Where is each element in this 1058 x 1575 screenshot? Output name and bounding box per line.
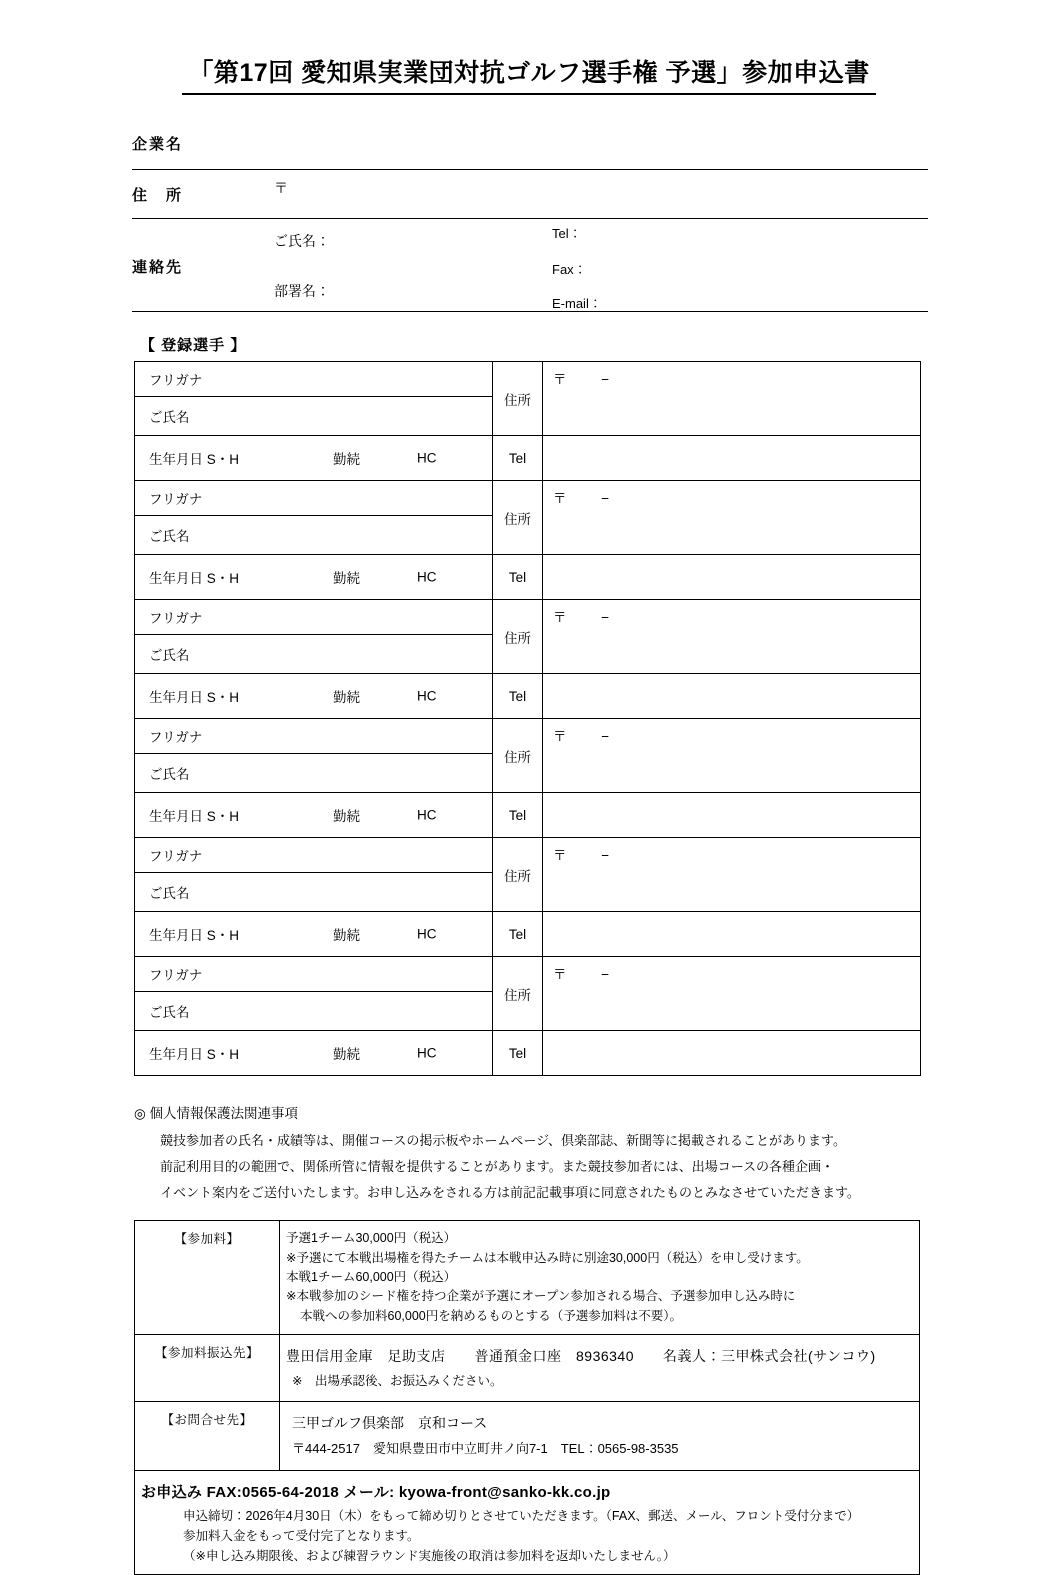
application-form-page xyxy=(0,58,1058,1563)
address-zip-3: 〒 − xyxy=(553,610,611,626)
tenure-label-5: 勤続 xyxy=(333,928,360,944)
address-value-1[interactable] xyxy=(543,362,921,436)
bank-label: 【参加料振込先】 xyxy=(135,1335,280,1402)
address-label-1: 住所 xyxy=(493,362,543,436)
tel-value-2[interactable] xyxy=(543,555,921,600)
apply-line-1: 申込締切：2026年4月30日（木）をもって締め切りとさせていただきます。（FAX、郵送、メール、フロント受付分まで） xyxy=(183,1508,860,1523)
fee-label: 【参加料】 xyxy=(135,1221,280,1335)
tel-value-6[interactable] xyxy=(543,1031,921,1076)
address-zip-2: 〒 − xyxy=(553,491,611,507)
furigana-label-5: フリガナ xyxy=(135,838,493,873)
fee-detail xyxy=(280,1221,920,1335)
birth-row-4[interactable] xyxy=(135,793,493,838)
tel-label-2: Tel xyxy=(493,555,543,600)
privacy-line-2: 前記利用目的の範囲で、関係所管に情報を提供することがあります。また競技参加者には、出場コースの各種企画・ xyxy=(160,1159,835,1175)
hc-label-5: HC xyxy=(417,926,437,942)
tenure-label-3: 勤続 xyxy=(333,690,360,706)
birth-row-2[interactable] xyxy=(135,555,493,600)
tel-label-3: Tel xyxy=(493,674,543,719)
tel-label-6: Tel xyxy=(493,1031,543,1076)
address-zip-4: 〒 − xyxy=(553,729,611,745)
table-row xyxy=(135,957,921,992)
apply-detail xyxy=(135,1470,920,1574)
tel-label-1: Tel xyxy=(493,436,543,481)
furigana-label-1: フリガナ xyxy=(135,362,493,397)
inquiry-line-1: 三甲ゴルフ倶楽部 京和コース xyxy=(292,1415,488,1432)
company-row xyxy=(132,131,928,170)
table-row xyxy=(135,793,921,838)
page-title: 「第17回 愛知県実業団対抗ゴルフ選手権 予選」参加申込書 xyxy=(182,58,875,95)
bank-line-2: ※ 出場承認後、お振込みください。 xyxy=(292,1373,503,1388)
company-label: 企業名 xyxy=(132,136,184,154)
address-label-2: 住所 xyxy=(493,481,543,555)
contact-tel-label: Tel： xyxy=(552,226,582,242)
birth-label-5: 生年月日 S・H xyxy=(149,928,240,944)
table-row xyxy=(135,481,921,516)
inquiry-line-2: 〒444-2517 愛知県豊田市中立町井ノ向7-1 TEL：0565-98-3535 xyxy=(292,1441,679,1457)
birth-row-3[interactable] xyxy=(135,674,493,719)
apply-line-2: 参加料入金をもって受付完了となります。 xyxy=(183,1528,420,1543)
registered-players-table xyxy=(134,361,921,1076)
fee-line-4: ※本戦参加のシード権を持つ企業が予選にオープン参加される場合、予選参加申し込み時に xyxy=(286,1289,796,1304)
address-label-5: 住所 xyxy=(493,838,543,912)
furigana-label-4: フリガナ xyxy=(135,719,493,754)
page-title-wrap xyxy=(0,58,1058,95)
address-value-4[interactable] xyxy=(543,719,921,793)
tenure-label-4: 勤続 xyxy=(333,809,360,825)
address-label-6: 住所 xyxy=(493,957,543,1031)
hc-label-6: HC xyxy=(417,1045,437,1061)
bank-row xyxy=(135,1335,920,1402)
bank-line-1: 豊田信用金庫 足助支店 普通預金口座 8936340 名義人：三甲株式会社(サンコウ) xyxy=(286,1348,876,1365)
bank-detail xyxy=(280,1335,920,1402)
privacy-heading: ◎ 個人情報保護法関連事項 xyxy=(134,1106,299,1122)
name-label-2: ご氏名 xyxy=(135,516,493,555)
tel-label-5: Tel xyxy=(493,912,543,957)
fee-line-2: ※予選にて本戦出場権を得たチームは本戦申込み時に別途30,000円（税込）を申し受けます。 xyxy=(286,1250,809,1265)
address-label-3: 住所 xyxy=(493,600,543,674)
contact-row xyxy=(132,219,928,312)
address-row xyxy=(132,170,928,219)
birth-label-6: 生年月日 S・H xyxy=(149,1047,240,1063)
fee-line-1: 予選1チーム30,000円（税込） xyxy=(286,1231,457,1246)
table-row xyxy=(135,600,921,635)
fee-row xyxy=(135,1221,920,1335)
hc-label-1: HC xyxy=(417,450,437,466)
inquiry-detail xyxy=(280,1402,920,1470)
apply-heading: お申込み FAX:0565-64-2018 メール: kyowa-front@sanko-kk.co.jp xyxy=(141,1483,611,1501)
tel-label-4: Tel xyxy=(493,793,543,838)
furigana-label-6: フリガナ xyxy=(135,957,493,992)
contact-fax-label: Fax： xyxy=(552,262,587,278)
furigana-label-2: フリガナ xyxy=(135,481,493,516)
table-row xyxy=(135,838,921,873)
players-section-heading: 【 登録選手 】 xyxy=(140,337,247,355)
address-zip-1: 〒 − xyxy=(553,372,611,388)
fee-line-3: 本戦1チーム60,000円（税込） xyxy=(286,1270,457,1284)
hc-label-4: HC xyxy=(417,807,437,823)
tel-value-1[interactable] xyxy=(543,436,921,481)
contact-name-label: ご氏名： xyxy=(274,233,330,250)
name-label-1: ご氏名 xyxy=(135,397,493,436)
birth-row-1[interactable] xyxy=(135,436,493,481)
postal-mark: 〒 xyxy=(274,180,288,197)
table-row xyxy=(135,362,921,397)
players-table-body xyxy=(135,362,921,1076)
apply-line-3: （※申し込み期限後、および練習ラウンド実施後の取消は参加料を返却いたしません。） xyxy=(183,1548,676,1563)
birth-label-1: 生年月日 S・H xyxy=(149,452,240,468)
table-row xyxy=(135,555,921,600)
tenure-label-2: 勤続 xyxy=(333,571,360,587)
tenure-label-6: 勤続 xyxy=(333,1047,360,1063)
hc-label-2: HC xyxy=(417,569,437,585)
birth-label-4: 生年月日 S・H xyxy=(149,809,240,825)
table-row xyxy=(135,674,921,719)
inquiry-label: 【お問合せ先】 xyxy=(135,1402,280,1470)
tel-value-4[interactable] xyxy=(543,793,921,838)
table-row xyxy=(135,719,921,754)
table-row xyxy=(135,1031,921,1076)
tel-value-3[interactable] xyxy=(543,674,921,719)
birth-label-3: 生年月日 S・H xyxy=(149,690,240,706)
privacy-line-1: 競技参加者の氏名・成績等は、開催コースの掲示板やホームページ、倶楽部誌、新聞等に掲載されることがあります。 xyxy=(160,1133,847,1149)
hc-label-3: HC xyxy=(417,688,437,704)
tenure-label-1: 勤続 xyxy=(333,452,360,468)
contact-email-label: E-mail： xyxy=(552,296,602,312)
tel-value-5[interactable] xyxy=(543,912,921,957)
address-value-3[interactable] xyxy=(543,600,921,674)
applicant-info-block xyxy=(132,131,928,312)
birth-row-6[interactable] xyxy=(135,1031,493,1076)
name-label-5: ご氏名 xyxy=(135,873,493,912)
fee-line-5: 本戦への参加料60,000円を納めるものとする（予選参加料は不要）。 xyxy=(300,1308,682,1323)
furigana-label-3: フリガナ xyxy=(135,600,493,635)
address-label: 住 所 xyxy=(132,187,184,205)
address-value-6[interactable] xyxy=(543,957,921,1031)
fees-table xyxy=(134,1220,920,1575)
birth-row-5[interactable] xyxy=(135,912,493,957)
apply-row xyxy=(135,1470,920,1574)
privacy-line-3: イベント案内をご送付いたします。お申し込みをされる方は前記記載事項に同意されたものとみなさせていただきます。 xyxy=(160,1185,860,1201)
fees-table-body xyxy=(135,1221,920,1575)
contact-dept-label: 部署名： xyxy=(274,283,330,300)
address-zip-5: 〒 − xyxy=(553,848,611,864)
address-label-4: 住所 xyxy=(493,719,543,793)
name-label-3: ご氏名 xyxy=(135,635,493,674)
table-row xyxy=(135,912,921,957)
address-zip-6: 〒 − xyxy=(553,967,611,983)
address-value-2[interactable] xyxy=(543,481,921,555)
name-label-6: ご氏名 xyxy=(135,992,493,1031)
birth-label-2: 生年月日 S・H xyxy=(149,571,240,587)
contact-label: 連絡先 xyxy=(132,259,184,277)
name-label-4: ご氏名 xyxy=(135,754,493,793)
address-value-5[interactable] xyxy=(543,838,921,912)
table-row xyxy=(135,436,921,481)
inquiry-row xyxy=(135,1402,920,1470)
privacy-body xyxy=(160,1128,1058,1206)
